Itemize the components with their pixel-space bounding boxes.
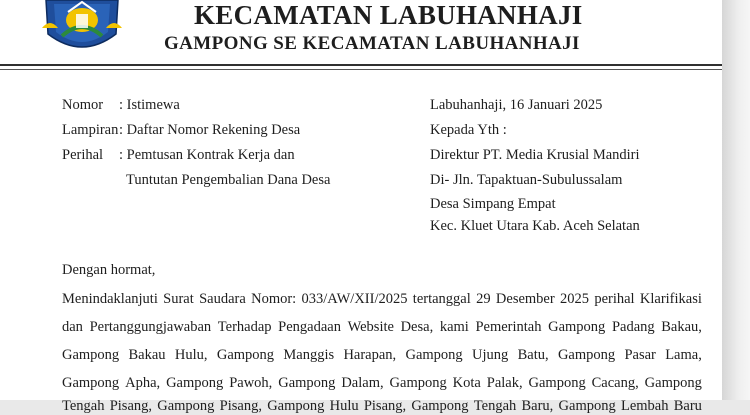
lampiran-label: Lampiran [62, 122, 119, 138]
greeting: Dengan hormat, [62, 262, 156, 278]
recipient-line-2: Di- Jln. Tapaktuan-Subulussalam [430, 172, 623, 188]
letterhead-rule [0, 64, 722, 66]
kepada-yth: Kepada Yth : [430, 122, 507, 138]
recipient-line-4: Kec. Kluet Utara Kab. Aceh Selatan [430, 218, 640, 234]
perihal-label: Perihal [62, 147, 104, 163]
place-date: Labuhanhaji, 16 Januari 2025 [430, 97, 603, 113]
perihal-value-line2: Tuntutan Pengembalian Dana Desa [126, 172, 331, 188]
kabupaten-emblem-icon [40, 0, 124, 56]
letterhead-subtitle: GAMPONG SE KECAMATAN LABUHANHAJI [164, 33, 580, 54]
letterhead-title: KECAMATAN LABUHANHAJI [194, 0, 583, 30]
page-edge-shadow [722, 0, 750, 400]
lampiran-value: : Daftar Nomor Rekening Desa [119, 122, 301, 138]
recipient-line-3: Desa Simpang Empat [430, 196, 556, 212]
nomor-value: : Istimewa [119, 97, 180, 113]
body-line: dan Pertanggungjawaban Terhadap Pengadaan Website Desa, kami Pemerintah Gampong Padang Bakau, [62, 319, 702, 335]
body-line: Tengah Pisang, Gampong Pisang, Gampong Hulu Pisang, Gampong Tengah Baru, Gampong Lembah Baru [62, 398, 702, 414]
body-line: Gampong Apha, Gampong Pawoh, Gampong Dalam, Gampong Kota Palak, Gampong Cacang, Gampong [62, 375, 702, 391]
recipient-line-1: Direktur PT. Media Krusial Mandiri [430, 147, 640, 163]
nomor-label: Nomor [62, 97, 104, 113]
perihal-value-line1: : Pemtusan Kontrak Kerja dan [119, 147, 295, 163]
letterhead-rule-thin [0, 69, 722, 70]
body-line: Gampong Bakau Hulu, Gampong Manggis Harapan, Gampong Ujung Batu, Gampong Pasar Lama, [62, 347, 702, 363]
body-line: Menindaklanjuti Surat Saudara Nomor: 033/AW/XII/2025 tertanggal 29 Desember 2025 perihal Klarifikasi [62, 291, 702, 307]
